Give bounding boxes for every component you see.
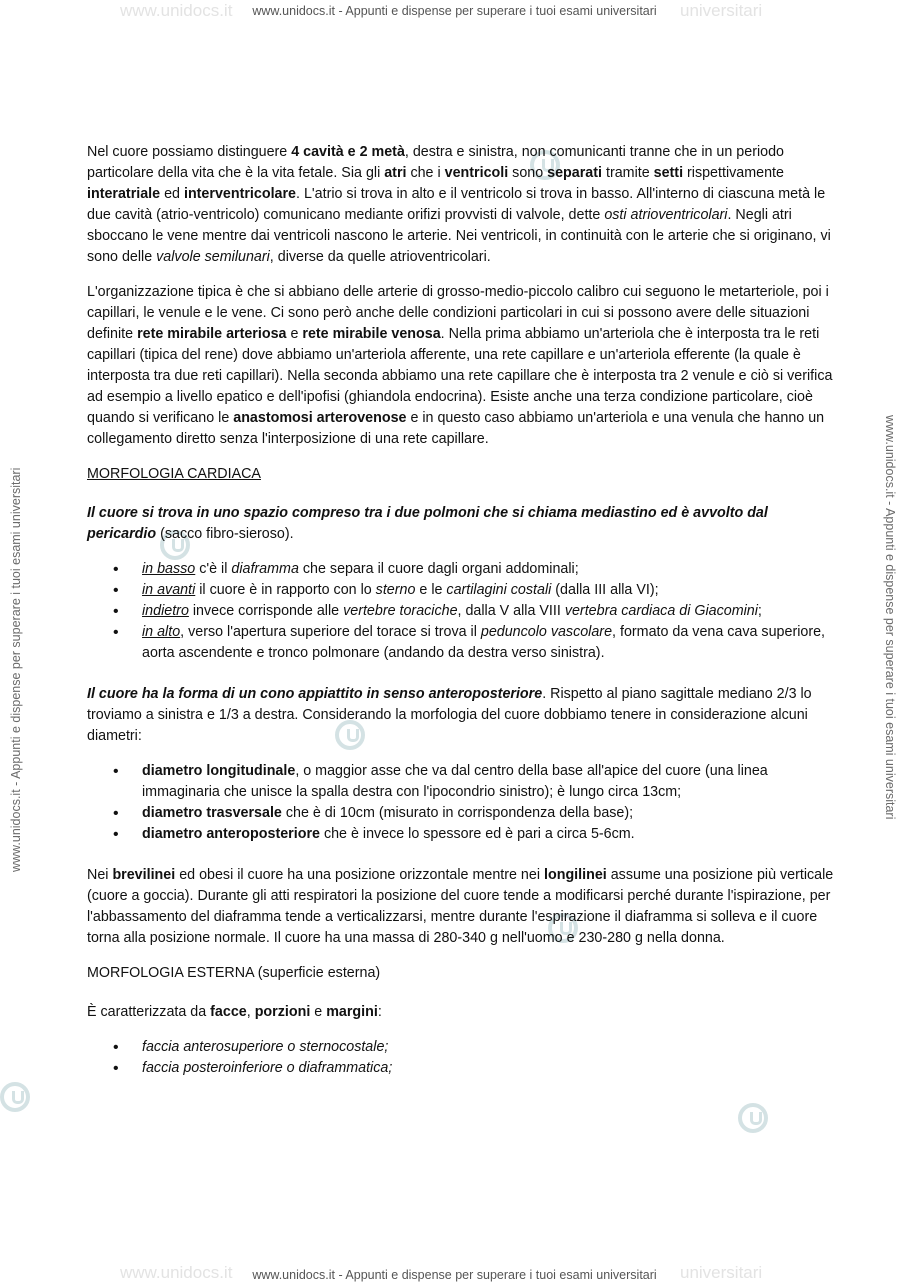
paragraph-vessel-organization: L'organizzazione tipica è che si abbiano delle arterie di grosso-medio-piccolo calibro cui seguono le metarteriole, poi i capillari, le venule e le vene. Ci sono però anche delle condizioni particolari in cui si possono avere delle situazioni definite rete mirabile arteriosa e rete mirabile venosa. Nella prima abbiamo un'arteriola che è interposta tra le reti capillari (tipica del rene) dove abbiamo un'arteriola afferente, una rete capillare e un'arteriola efferente (la quale è interposta tra due reti capillari). Nella seconda abbiamo una rete capillare che è interposta tra 2 venule e ciò si verifica ad esempio a livello epatico e dell'ipofisi (ghiandola endocrina). Esiste anche una terza condizione particolare, cioè quando si verificano le anastomosi arterovenose e in questo caso abbiamo un'arteriola e una venula che hanno un collegamento diretto senza l'interposizione di una rete capillare. bbox=[87, 284, 833, 447]
section-heading-morfologia-cardiaca: MORFOLOGIA CARDIACA bbox=[87, 466, 261, 482]
list-item: • diametro anteroposteriore che è invece lo spessore ed è pari a circa 5-6cm. bbox=[142, 824, 837, 845]
watermark-ghost-text: www.unidocs.it bbox=[120, 1, 233, 20]
watermark-header: www.unidocs.it - Appunti e dispense per superare i tuoi esami universitari bbox=[252, 4, 657, 18]
list-item: • in alto, verso l'apertura superiore del torace si trova il peduncolo vascolare, formato da vena cava superiore, aorta ascendente e tronco polmonare (andando da destra verso sinistra). bbox=[142, 622, 837, 664]
paragraph-external-features: È caratterizzata da facce, porzioni e margini: bbox=[87, 1004, 382, 1020]
list-item: • faccia posteroinferiore o diaframmatica; bbox=[142, 1058, 837, 1079]
paragraph-heart-position: Il cuore si trova in uno spazio compreso tra i due polmoni che si chiama mediastino ed è avvolto dal pericardio (sacco fibro-sieroso). bbox=[87, 505, 768, 542]
list-item: • indietro invece corrisponde alle vertebre toraciche, dalla V alla VIII vertebra cardiaca di Giacomini; bbox=[142, 601, 837, 622]
watermark-ghost-text: www.unidocs.it bbox=[120, 1263, 233, 1282]
paragraph-cavities: Nel cuore possiamo distinguere 4 cavità e 2 metà, destra e sinistra, non comunicanti tranne che in un periodo particolare della vita che è la vita fetale. Sia gli atri che i ventricoli sono separati tramite setti rispettivamente interatriale ed interventricolare. L'atrio si trova in alto e il ventricolo si trova in basso. All'interno di ciascuna metà le due cavità (atrio-ventricolo) comunicano mediante orifizi provvisti di valvole, dette osti atrioventricolari. Negli atri sboccano le vene mentre dai ventricoli nascono le arterie. Nei ventricoli, in continuità con le arterie che si originano, vi sono delle valvole semilunari, diverse da quelle atrioventricolari. bbox=[87, 144, 831, 265]
paragraph-heart-shape: Il cuore ha la forma di un cono appiattito in senso anteroposteriore. Rispetto al piano sagittale mediano 2/3 lo troviamo a sinistra e 1/3 a destra. Considerando la morfologia del cuore dobbiamo tenere in considerazione alcuni diametri: bbox=[87, 686, 812, 744]
watermark-side-right: www.unidocs.it - Appunti e dispense per superare i tuoi esami universitari bbox=[883, 415, 897, 820]
list-item: • in basso c'è il diaframma che separa il cuore dagli organi addominali; bbox=[142, 559, 837, 580]
list-faces bbox=[87, 1037, 837, 1079]
list-item: • faccia anterosuperiore o sternocostale; bbox=[142, 1037, 837, 1058]
watermark-footer: www.unidocs.it - Appunti e dispense per superare i tuoi esami universitari bbox=[252, 1268, 657, 1282]
document-body bbox=[87, 142, 837, 1099]
list-item: • diametro longitudinale, o maggior asse che va dal centro della base all'apice del cuore (una linea immaginaria che unisce la spalla destra con l'ipocondrio sinistro); è lungo circa 13cm; bbox=[142, 761, 837, 803]
paragraph-heart-posture: Nei brevilinei ed obesi il cuore ha una posizione orizzontale mentre nei longilinei assume una posizione più verticale (cuore a goccia). Durante gli atti respiratori la posizione del cuore tende a modificarsi perché durante l'ispirazione, per l'abbassamento del diaframma tende a verticalizzarsi, mentre durante l'espirazione il diaframma si solleva e il cuore torna alla posizione normale. Il cuore ha una massa di 280-340 g nell'uomo e 230-280 g nella donna. bbox=[87, 867, 834, 946]
list-item: • diametro trasversale che è di 10cm (misurato in corrispondenza della base); bbox=[142, 803, 837, 824]
unidocs-logo-icon bbox=[738, 1103, 768, 1133]
watermark-ghost-text: universitari bbox=[680, 1, 763, 20]
list-item: • in avanti il cuore è in rapporto con lo sterno e le cartilagini costali (dalla III alla VI); bbox=[142, 580, 837, 601]
section-heading-morfologia-esterna: MORFOLOGIA ESTERNA (superficie esterna) bbox=[87, 965, 381, 981]
list-heart-relations bbox=[87, 559, 837, 664]
unidocs-logo-icon bbox=[0, 1082, 30, 1112]
list-diameters bbox=[87, 761, 837, 845]
watermark-ghost-text: universitari bbox=[680, 1263, 763, 1282]
watermark-side-left: www.unidocs.it - Appunti e dispense per superare i tuoi esami universitari bbox=[9, 467, 23, 872]
